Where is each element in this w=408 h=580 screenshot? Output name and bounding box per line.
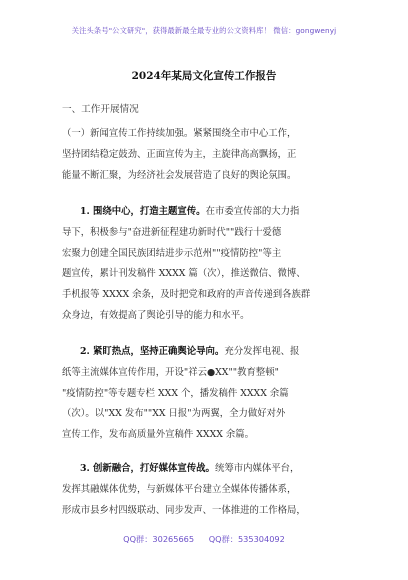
paragraph-line: 题宣传，累计刊发稿件 XXXX 篇（次），推送微信、微博、 — [62, 268, 306, 280]
paragraph-line: 宣传工作，发布高质量外宣稿件 XXXX 余篇。 — [62, 429, 255, 441]
paragraph-line: 在市委宣传部的大力指 — [205, 206, 300, 217]
paragraph-line: 众身边，有效提高了舆论引导的能力和水平。 — [62, 309, 250, 321]
paragraph-theme-publicity — [62, 202, 354, 327]
paragraph-line: （次）。以"XX 发布""XX 日报"为两翼，全力做好对外 — [62, 408, 286, 420]
header-note: 关注头条号"公文研究"，获得最新最全最专业的公文资料库！ 微信：gongwenyj — [71, 26, 337, 35]
paragraph-lead: 3. 创新融合，打好媒体宣传战。 — [80, 463, 215, 474]
paragraph-line: 能量不断汇聚，为经济社会发展营造了良好的舆论氛围。 — [62, 169, 297, 181]
paragraph-line: 统筹市内媒体平台， — [214, 463, 300, 474]
paragraph-line: "疫情防控"等专题专栏 XXX 个，播发稿件 XXXX 余篇 — [62, 387, 289, 399]
footer-qq-group-2: QQ群：535304092 — [208, 534, 285, 544]
footer-contact — [0, 534, 408, 545]
footer-qq-group-1: QQ群：30265665 — [123, 534, 195, 544]
paragraph-line: 充分发挥电视、报 — [224, 346, 300, 357]
paragraph-line: （一）新闻宣传工作持续加强。紧紧围绕全市中心工作， — [62, 128, 297, 139]
paragraph-line: 纸等主流媒体宣传作用，开设"祥云●XX""教育整顿" — [62, 366, 279, 378]
paragraph-news-publicity — [62, 124, 354, 186]
paragraph-line: 手机报等 XXXX 余条，及时把党和政府的声音传递到各族群 — [62, 289, 311, 301]
paragraph-line: 导下，积极参与"奋进新征程建功新时代""践行十爱德 — [62, 226, 282, 238]
paragraph-line: 宏聚力创建全国民族团结进步示范州""疫情防控"等主 — [62, 247, 282, 259]
paragraph-media-integration — [62, 459, 354, 521]
paragraph-public-opinion — [62, 342, 354, 446]
page-title: 2024年某局文化宣传工作报告 — [131, 70, 277, 82]
paragraph-lead: 2. 紧盯热点，坚持正确舆论导向。 — [80, 346, 225, 357]
paragraph-line: 发挥其融媒体优势，与新媒体平台建立全媒体传播体系， — [62, 483, 297, 495]
section-heading: 一、工作开展情况 — [62, 104, 139, 115]
paragraph-lead: 1. 围绕中心，打造主题宣传。 — [80, 206, 206, 217]
paragraph-line: 形成市县乡村四级联动、同步发声、一体推进的工作格局， — [62, 504, 306, 516]
paragraph-line: 坚持团结稳定鼓劲、正面宣传为主，主旋律高高飘扬，正 — [62, 148, 297, 160]
